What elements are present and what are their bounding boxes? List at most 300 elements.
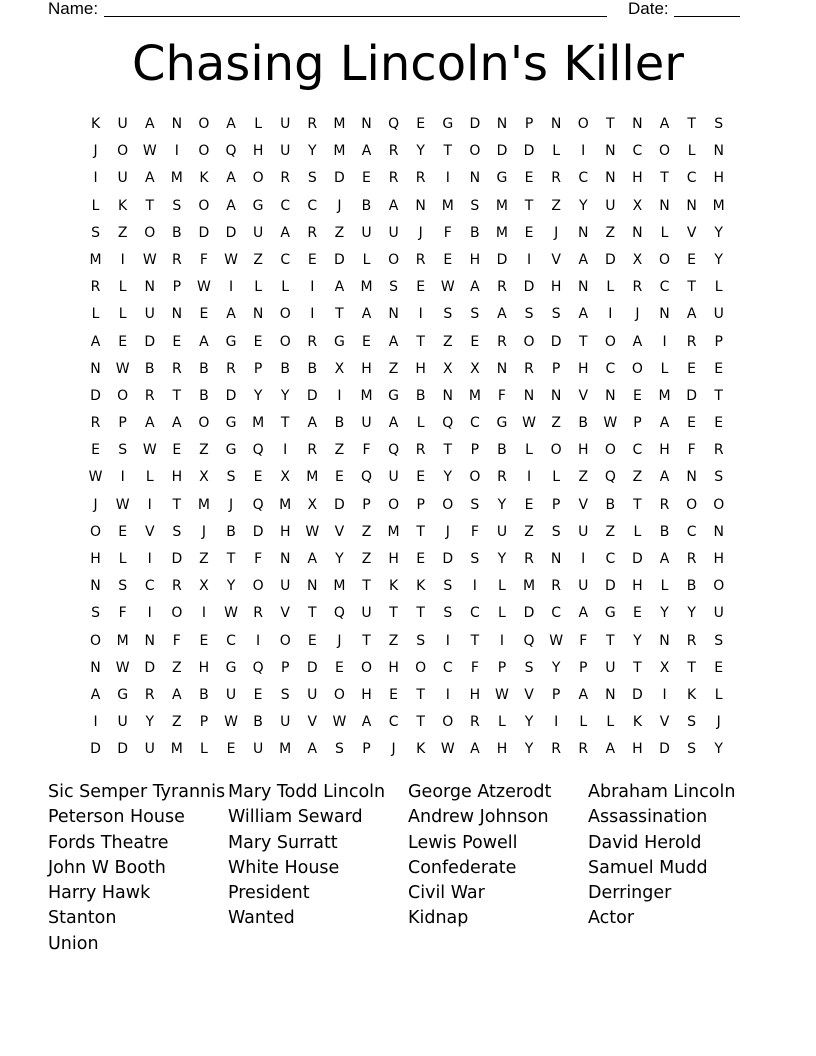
- grid-letter[interactable]: E: [524, 224, 534, 241]
- grid-letter[interactable]: O: [90, 632, 102, 649]
- grid-letter[interactable]: I: [147, 496, 152, 513]
- grid-letter[interactable]: B: [199, 686, 209, 703]
- grid-letter[interactable]: N: [523, 387, 535, 404]
- grid-letter[interactable]: G: [117, 686, 129, 703]
- grid-letter[interactable]: F: [199, 251, 208, 268]
- grid-letter[interactable]: N: [659, 632, 670, 649]
- grid-letter[interactable]: A: [172, 415, 182, 432]
- grid-letter[interactable]: S: [226, 469, 236, 486]
- grid-letter[interactable]: Y: [253, 387, 263, 404]
- grid-letter[interactable]: L: [254, 116, 263, 132]
- grid-letter[interactable]: I: [310, 306, 315, 323]
- grid-letter[interactable]: U: [307, 686, 318, 703]
- grid-letter[interactable]: Z: [199, 551, 209, 567]
- grid-letter[interactable]: R: [226, 360, 236, 377]
- grid-letter[interactable]: J: [337, 197, 342, 214]
- grid-letter[interactable]: L: [714, 686, 723, 703]
- grid-letter[interactable]: N: [90, 578, 101, 595]
- grid-letter[interactable]: A: [226, 170, 236, 187]
- grid-letter[interactable]: M: [360, 279, 373, 296]
- grid-letter[interactable]: M: [712, 197, 725, 214]
- grid-letter[interactable]: F: [687, 442, 696, 459]
- grid-letter[interactable]: N: [659, 306, 670, 323]
- grid-letter[interactable]: N: [550, 551, 562, 567]
- date-blank-line[interactable]: [674, 16, 740, 17]
- grid-letter[interactable]: H: [361, 360, 372, 377]
- grid-letter[interactable]: N: [550, 116, 562, 132]
- grid-letter[interactable]: F: [470, 523, 479, 540]
- grid-letter[interactable]: O: [713, 578, 725, 595]
- grid-letter[interactable]: H: [713, 551, 724, 567]
- grid-letter[interactable]: S: [524, 306, 534, 323]
- grid-letter[interactable]: B: [199, 387, 209, 404]
- grid-letter[interactable]: A: [361, 306, 372, 323]
- grid-letter[interactable]: D: [632, 551, 643, 567]
- grid-letter[interactable]: L: [362, 251, 371, 268]
- grid-letter[interactable]: A: [497, 306, 507, 323]
- grid-letter[interactable]: S: [91, 605, 100, 622]
- grid-letter[interactable]: Z: [361, 551, 372, 567]
- grid-letter[interactable]: P: [362, 741, 371, 758]
- grid-letter[interactable]: N: [632, 224, 643, 241]
- grid-letter[interactable]: P: [470, 442, 480, 459]
- grid-letter[interactable]: D: [306, 387, 318, 404]
- grid-letter[interactable]: O: [469, 469, 481, 486]
- grid-letter[interactable]: N: [686, 469, 697, 486]
- grid-letter[interactable]: H: [388, 551, 399, 567]
- grid-letter[interactable]: Z: [172, 714, 182, 731]
- grid-letter[interactable]: T: [470, 632, 480, 649]
- grid-letter[interactable]: N: [415, 197, 426, 214]
- grid-letter[interactable]: O: [442, 714, 454, 731]
- grid-letter[interactable]: V: [280, 605, 290, 622]
- grid-letter[interactable]: E: [416, 551, 426, 567]
- grid-letter[interactable]: E: [416, 469, 426, 486]
- grid-letter[interactable]: L: [660, 578, 669, 595]
- grid-letter[interactable]: G: [225, 659, 237, 676]
- grid-letter[interactable]: G: [252, 197, 264, 214]
- grid-letter[interactable]: H: [577, 360, 589, 377]
- grid-letter[interactable]: O: [415, 659, 427, 676]
- grid-letter[interactable]: E: [443, 251, 453, 268]
- grid-letter[interactable]: E: [118, 333, 128, 350]
- grid-letter[interactable]: C: [551, 605, 562, 622]
- grid-letter[interactable]: L: [687, 143, 696, 160]
- grid-letter[interactable]: I: [662, 686, 667, 703]
- grid-letter[interactable]: F: [470, 659, 479, 676]
- grid-letter[interactable]: M: [306, 469, 319, 486]
- grid-letter[interactable]: T: [416, 714, 425, 731]
- grid-letter[interactable]: H: [361, 686, 372, 703]
- grid-letter[interactable]: D: [442, 551, 454, 567]
- grid-letter[interactable]: S: [172, 523, 182, 540]
- grid-letter[interactable]: U: [252, 741, 264, 758]
- grid-letter[interactable]: K: [388, 578, 399, 595]
- grid-letter[interactable]: C: [578, 170, 589, 187]
- grid-letter[interactable]: R: [415, 251, 426, 268]
- grid-letter[interactable]: X: [470, 360, 480, 377]
- grid-letter[interactable]: D: [496, 143, 508, 160]
- grid-letter[interactable]: D: [334, 251, 345, 268]
- grid-letter[interactable]: Q: [225, 143, 237, 160]
- grid-letter[interactable]: Q: [252, 442, 264, 459]
- grid-letter[interactable]: N: [550, 387, 562, 404]
- grid-letter[interactable]: U: [144, 741, 155, 758]
- grid-letter[interactable]: G: [333, 333, 345, 350]
- grid-letter[interactable]: S: [118, 442, 128, 459]
- grid-letter[interactable]: L: [498, 714, 506, 731]
- grid-letter[interactable]: H: [713, 170, 724, 187]
- grid-letter[interactable]: R: [90, 279, 101, 296]
- grid-letter[interactable]: S: [714, 116, 724, 132]
- grid-letter[interactable]: Q: [360, 469, 372, 486]
- grid-letter[interactable]: G: [225, 442, 237, 459]
- grid-letter[interactable]: S: [470, 197, 480, 214]
- grid-letter[interactable]: A: [659, 415, 670, 432]
- name-blank-line[interactable]: [104, 16, 607, 17]
- grid-letter[interactable]: E: [334, 469, 344, 486]
- grid-letter[interactable]: Y: [714, 741, 723, 758]
- grid-letter[interactable]: Q: [252, 496, 264, 513]
- grid-letter[interactable]: H: [632, 578, 643, 595]
- grid-letter[interactable]: L: [552, 143, 561, 160]
- grid-letter[interactable]: S: [470, 551, 480, 567]
- grid-letter[interactable]: M: [333, 116, 346, 132]
- grid-letter[interactable]: O: [117, 143, 129, 160]
- grid-letter[interactable]: N: [577, 279, 589, 296]
- grid-letter[interactable]: I: [418, 306, 423, 323]
- grid-letter[interactable]: T: [714, 387, 723, 404]
- grid-letter[interactable]: L: [552, 469, 561, 486]
- grid-letter[interactable]: S: [714, 632, 724, 649]
- grid-letter[interactable]: R: [469, 714, 480, 731]
- grid-letter[interactable]: R: [551, 170, 561, 187]
- grid-letter[interactable]: U: [713, 605, 724, 622]
- grid-letter[interactable]: L: [660, 224, 669, 241]
- grid-letter[interactable]: O: [604, 333, 616, 350]
- grid-letter[interactable]: R: [415, 442, 426, 459]
- grid-letter[interactable]: S: [524, 659, 534, 676]
- grid-letter[interactable]: E: [253, 469, 263, 486]
- grid-letter[interactable]: Z: [388, 360, 399, 377]
- grid-letter[interactable]: C: [686, 523, 697, 540]
- grid-letter[interactable]: B: [307, 360, 318, 377]
- grid-letter[interactable]: B: [144, 360, 155, 377]
- grid-letter[interactable]: L: [281, 279, 290, 296]
- grid-letter[interactable]: T: [660, 170, 669, 187]
- grid-letter[interactable]: W: [522, 415, 536, 432]
- grid-letter[interactable]: Q: [388, 442, 400, 459]
- grid-letter[interactable]: L: [416, 415, 425, 432]
- grid-letter[interactable]: A: [280, 224, 290, 241]
- grid-letter[interactable]: B: [605, 496, 616, 513]
- grid-letter[interactable]: L: [606, 714, 615, 731]
- grid-letter[interactable]: U: [117, 116, 128, 132]
- grid-letter[interactable]: T: [687, 279, 696, 296]
- grid-letter[interactable]: F: [497, 387, 506, 404]
- grid-letter[interactable]: T: [633, 659, 642, 676]
- grid-letter[interactable]: A: [361, 714, 372, 731]
- grid-letter[interactable]: Y: [660, 605, 669, 622]
- grid-letter[interactable]: U: [578, 578, 589, 595]
- grid-letter[interactable]: B: [280, 360, 290, 377]
- grid-letter[interactable]: S: [172, 197, 182, 214]
- grid-letter[interactable]: T: [633, 496, 642, 513]
- grid-letter[interactable]: O: [659, 143, 671, 160]
- grid-letter[interactable]: O: [604, 442, 616, 459]
- grid-letter[interactable]: Y: [714, 251, 723, 268]
- grid-letter[interactable]: J: [93, 496, 98, 513]
- grid-letter[interactable]: K: [416, 578, 426, 595]
- grid-letter[interactable]: U: [605, 197, 616, 214]
- grid-letter[interactable]: N: [252, 306, 264, 323]
- grid-letter[interactable]: T: [416, 333, 425, 350]
- grid-letter[interactable]: Z: [605, 523, 616, 540]
- grid-letter[interactable]: G: [496, 415, 508, 432]
- grid-letter[interactable]: M: [360, 387, 373, 404]
- grid-letter[interactable]: T: [606, 116, 615, 132]
- grid-letter[interactable]: P: [118, 415, 127, 432]
- grid-letter[interactable]: E: [416, 116, 426, 132]
- grid-letter[interactable]: S: [551, 523, 561, 540]
- grid-letter[interactable]: A: [226, 197, 236, 214]
- grid-letter[interactable]: U: [225, 686, 237, 703]
- grid-letter[interactable]: O: [252, 578, 264, 595]
- grid-letter[interactable]: Z: [172, 659, 182, 676]
- grid-letter[interactable]: E: [362, 333, 371, 350]
- grid-letter[interactable]: A: [578, 251, 589, 268]
- grid-letter[interactable]: W: [224, 605, 238, 622]
- grid-letter[interactable]: Y: [226, 578, 236, 595]
- grid-letter[interactable]: N: [686, 197, 697, 214]
- grid-letter[interactable]: E: [307, 632, 317, 649]
- grid-letter[interactable]: R: [497, 279, 507, 296]
- grid-letter[interactable]: K: [118, 197, 128, 214]
- grid-letter[interactable]: S: [118, 578, 128, 595]
- grid-letter[interactable]: D: [523, 143, 535, 160]
- grid-letter[interactable]: I: [445, 170, 450, 187]
- grid-letter[interactable]: D: [171, 551, 183, 567]
- grid-letter[interactable]: M: [387, 523, 400, 540]
- grid-letter[interactable]: H: [415, 360, 426, 377]
- grid-letter[interactable]: N: [442, 387, 453, 404]
- grid-letter[interactable]: I: [581, 551, 586, 567]
- grid-letter[interactable]: U: [117, 714, 128, 731]
- grid-letter[interactable]: O: [117, 387, 129, 404]
- grid-letter[interactable]: C: [686, 170, 697, 187]
- grid-letter[interactable]: B: [199, 360, 209, 377]
- grid-letter[interactable]: D: [496, 251, 508, 268]
- grid-letter[interactable]: O: [523, 333, 535, 350]
- grid-letter[interactable]: I: [256, 632, 261, 649]
- grid-letter[interactable]: U: [361, 224, 372, 241]
- grid-letter[interactable]: A: [334, 279, 345, 296]
- grid-letter[interactable]: W: [115, 496, 130, 513]
- grid-letter[interactable]: I: [147, 605, 152, 622]
- grid-letter[interactable]: W: [142, 442, 157, 459]
- grid-letter[interactable]: D: [523, 605, 535, 622]
- grid-letter[interactable]: A: [144, 170, 155, 187]
- grid-letter[interactable]: T: [389, 605, 398, 622]
- grid-letter[interactable]: C: [632, 442, 643, 459]
- grid-letter[interactable]: Z: [253, 251, 263, 268]
- grid-letter[interactable]: J: [716, 714, 721, 731]
- grid-letter[interactable]: C: [388, 714, 399, 731]
- grid-letter[interactable]: B: [361, 197, 372, 214]
- grid-letter[interactable]: L: [118, 279, 127, 296]
- grid-letter[interactable]: T: [172, 496, 182, 513]
- grid-letter[interactable]: D: [252, 523, 264, 540]
- grid-letter[interactable]: L: [118, 306, 127, 323]
- grid-letter[interactable]: O: [252, 170, 264, 187]
- grid-letter[interactable]: A: [144, 415, 155, 432]
- grid-letter[interactable]: V: [307, 714, 318, 731]
- grid-letter[interactable]: N: [171, 116, 183, 132]
- grid-letter[interactable]: D: [604, 578, 616, 595]
- grid-letter[interactable]: D: [632, 686, 643, 703]
- grid-letter[interactable]: M: [523, 578, 536, 595]
- grid-letter[interactable]: T: [335, 306, 344, 323]
- grid-letter[interactable]: A: [90, 333, 101, 350]
- grid-letter[interactable]: D: [334, 170, 345, 187]
- grid-letter[interactable]: C: [469, 605, 480, 622]
- grid-letter[interactable]: N: [605, 170, 616, 187]
- grid-letter[interactable]: N: [632, 116, 643, 132]
- grid-letter[interactable]: L: [633, 523, 642, 540]
- grid-letter[interactable]: R: [144, 686, 155, 703]
- grid-letter[interactable]: Z: [361, 523, 372, 540]
- grid-letter[interactable]: B: [497, 442, 507, 459]
- grid-letter[interactable]: I: [472, 578, 477, 595]
- grid-letter[interactable]: W: [305, 523, 320, 540]
- grid-letter[interactable]: K: [687, 686, 697, 703]
- grid-letter[interactable]: W: [142, 143, 157, 160]
- grid-letter[interactable]: W: [332, 714, 347, 731]
- grid-letter[interactable]: A: [578, 605, 589, 622]
- grid-letter[interactable]: S: [389, 279, 399, 296]
- grid-letter[interactable]: J: [445, 523, 450, 540]
- grid-letter[interactable]: C: [605, 551, 616, 567]
- grid-letter[interactable]: C: [226, 632, 236, 649]
- grid-letter[interactable]: L: [714, 279, 723, 296]
- grid-letter[interactable]: S: [714, 469, 724, 486]
- grid-letter[interactable]: S: [416, 632, 426, 649]
- grid-letter[interactable]: D: [198, 224, 210, 241]
- grid-letter[interactable]: N: [361, 116, 372, 132]
- grid-letter[interactable]: E: [632, 387, 642, 404]
- grid-letter[interactable]: V: [578, 387, 589, 404]
- grid-letter[interactable]: Y: [280, 387, 290, 404]
- grid-letter[interactable]: A: [307, 741, 318, 758]
- grid-letter[interactable]: I: [337, 387, 342, 404]
- grid-letter[interactable]: M: [441, 197, 454, 214]
- grid-letter[interactable]: T: [687, 116, 696, 132]
- grid-letter[interactable]: E: [714, 659, 724, 676]
- grid-letter[interactable]: M: [333, 578, 346, 595]
- grid-letter[interactable]: J: [93, 143, 98, 160]
- grid-letter[interactable]: D: [90, 741, 101, 758]
- grid-letter[interactable]: C: [307, 197, 318, 214]
- grid-letter[interactable]: W: [224, 714, 238, 731]
- grid-letter[interactable]: O: [279, 632, 291, 649]
- grid-letter[interactable]: Y: [714, 224, 723, 241]
- grid-letter[interactable]: I: [526, 469, 532, 486]
- grid-letter[interactable]: D: [144, 333, 156, 350]
- grid-letter[interactable]: T: [280, 415, 290, 432]
- grid-letter[interactable]: Z: [334, 224, 345, 241]
- grid-letter[interactable]: N: [496, 116, 508, 132]
- grid-letter[interactable]: Y: [633, 632, 642, 649]
- grid-letter[interactable]: T: [308, 605, 317, 622]
- grid-letter[interactable]: R: [388, 143, 399, 160]
- grid-letter[interactable]: H: [550, 279, 562, 296]
- grid-letter[interactable]: E: [416, 279, 426, 296]
- grid-letter[interactable]: H: [469, 686, 481, 703]
- grid-letter[interactable]: O: [550, 442, 562, 459]
- grid-letter[interactable]: N: [171, 306, 183, 323]
- grid-letter[interactable]: M: [170, 170, 183, 187]
- grid-letter[interactable]: Q: [333, 605, 345, 622]
- grid-letter[interactable]: M: [279, 741, 292, 758]
- grid-letter[interactable]: I: [93, 170, 98, 187]
- grid-letter[interactable]: L: [254, 279, 263, 296]
- grid-letter[interactable]: S: [280, 686, 290, 703]
- grid-letter[interactable]: E: [470, 333, 480, 350]
- grid-letter[interactable]: A: [470, 741, 480, 758]
- grid-letter[interactable]: O: [171, 605, 183, 622]
- grid-letter[interactable]: S: [687, 714, 697, 731]
- grid-letter[interactable]: O: [279, 333, 291, 350]
- grid-letter[interactable]: F: [118, 605, 127, 622]
- grid-letter[interactable]: U: [713, 306, 724, 323]
- grid-letter[interactable]: R: [253, 605, 263, 622]
- grid-letter[interactable]: E: [632, 605, 642, 622]
- grid-letter[interactable]: P: [280, 659, 290, 676]
- grid-letter[interactable]: X: [199, 469, 209, 486]
- grid-letter[interactable]: L: [606, 279, 615, 296]
- grid-letter[interactable]: Q: [252, 659, 264, 676]
- grid-letter[interactable]: U: [496, 523, 508, 540]
- grid-letter[interactable]: B: [253, 714, 263, 731]
- grid-letter[interactable]: O: [686, 496, 698, 513]
- grid-letter[interactable]: J: [228, 496, 234, 513]
- grid-letter[interactable]: R: [578, 741, 589, 758]
- grid-letter[interactable]: I: [228, 279, 234, 296]
- grid-letter[interactable]: Z: [199, 442, 209, 459]
- grid-letter[interactable]: D: [550, 333, 562, 350]
- grid-letter[interactable]: H: [171, 469, 183, 486]
- grid-letter[interactable]: H: [577, 442, 589, 459]
- grid-letter[interactable]: X: [199, 578, 209, 595]
- grid-letter[interactable]: Q: [388, 116, 400, 132]
- grid-letter[interactable]: T: [416, 605, 425, 622]
- grid-letter[interactable]: I: [283, 442, 288, 459]
- grid-letter[interactable]: Y: [497, 496, 507, 513]
- grid-letter[interactable]: U: [144, 306, 155, 323]
- grid-letter[interactable]: P: [497, 659, 507, 676]
- grid-letter[interactable]: J: [635, 306, 640, 323]
- grid-letter[interactable]: U: [388, 469, 399, 486]
- grid-letter[interactable]: O: [198, 415, 210, 432]
- grid-letter[interactable]: P: [199, 714, 209, 731]
- grid-letter[interactable]: S: [551, 306, 561, 323]
- grid-letter[interactable]: I: [662, 333, 667, 350]
- grid-letter[interactable]: P: [579, 659, 588, 676]
- grid-letter[interactable]: A: [199, 333, 209, 350]
- grid-letter[interactable]: I: [201, 605, 206, 622]
- grid-letter[interactable]: U: [280, 116, 291, 132]
- grid-letter[interactable]: O: [631, 360, 643, 377]
